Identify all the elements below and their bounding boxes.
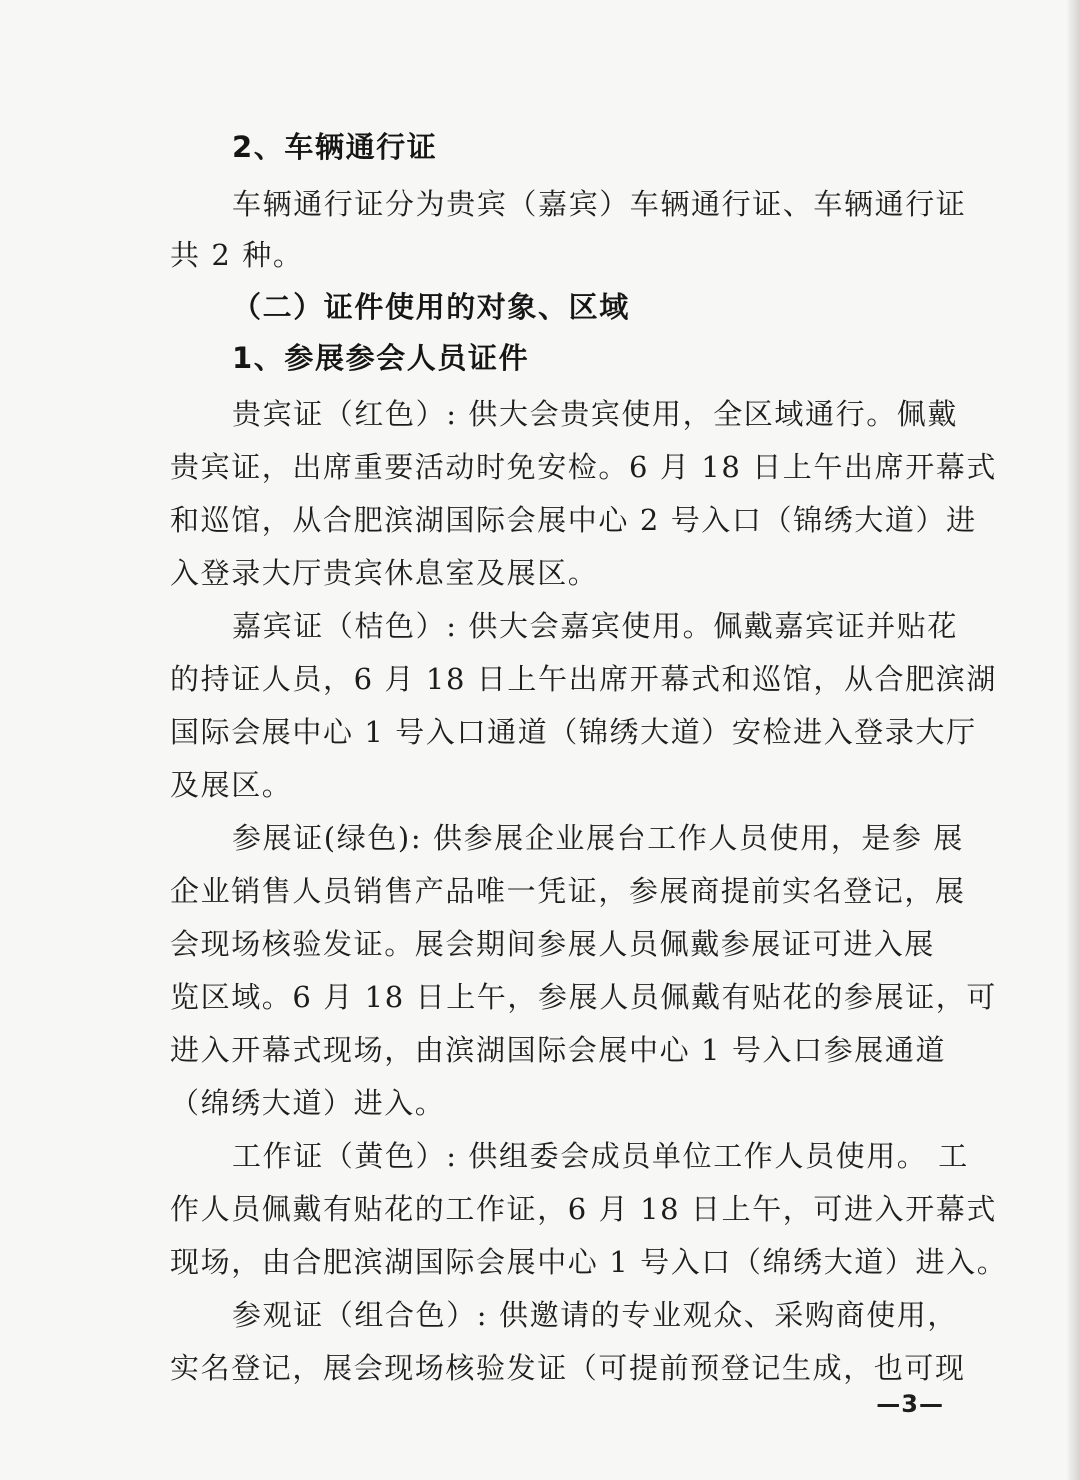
heading-participant-badges: 1、参展参会人员证件 bbox=[232, 341, 530, 375]
paragraph-line: 的持证人员，6 月 18 日上午出席开幕式和巡馆，从合肥滨湖 bbox=[170, 662, 998, 696]
paragraph-line: 参展证(绿色): 供参展企业展台工作人员使用，是参 展 bbox=[232, 821, 965, 855]
paragraph-line: 车辆通行证分为贵宾（嘉宾）车辆通行证、车辆通行证 bbox=[232, 187, 967, 221]
paragraph-line: 作人员佩戴有贴花的工作证，6 月 18 日上午，可进入开幕式 bbox=[170, 1192, 998, 1226]
page-number: —3— bbox=[876, 1390, 944, 1418]
paragraph-line: 实名登记，展会现场核验发证（可提前预登记生成，也可现 bbox=[170, 1351, 966, 1385]
paragraph-line: 入登录大厅贵宾休息室及展区。 bbox=[170, 556, 599, 590]
paragraph-line: 及展区。 bbox=[170, 768, 293, 802]
paragraph-line: 工作证（黄色）: 供组委会成员单位工作人员使用。 工 bbox=[232, 1139, 969, 1173]
paragraph-line: 贵宾证（红色）: 供大会贵宾使用，全区域通行。佩戴 bbox=[232, 397, 958, 431]
paragraph-line: 贵宾证，出席重要活动时免安检。6 月 18 日上午出席开幕式 bbox=[170, 450, 998, 484]
paragraph-line: 参观证（组合色）: 供邀请的专业观众、采购商使用， bbox=[232, 1298, 958, 1332]
paragraph-line: 和巡馆，从合肥滨湖国际会展中心 2 号入口（锦绣大道）进 bbox=[170, 503, 977, 537]
paragraph-line: （绵绣大道）进入。 bbox=[170, 1086, 446, 1120]
heading-vehicle-pass: 2、车辆通行证 bbox=[232, 130, 438, 164]
paragraph-line: 嘉宾证（桔色）: 供大会嘉宾使用。佩戴嘉宾证并贴花 bbox=[232, 609, 958, 643]
paragraph-line: 共 2 种。 bbox=[170, 238, 304, 272]
paragraph-line: 国际会展中心 1 号入口通道（锦绣大道）安检进入登录大厅 bbox=[170, 715, 977, 749]
paragraph-line: 进入开幕式现场，由滨湖国际会展中心 1 号入口参展通道 bbox=[170, 1033, 947, 1067]
paragraph-line: 现场，由合肥滨湖国际会展中心 1 号入口（绵绣大道）进入。 bbox=[170, 1245, 1008, 1279]
paragraph-line: 企业销售人员销售产品唯一凭证，参展商提前实名登记，展 bbox=[170, 874, 966, 908]
paragraph-line: 览区域。6 月 18 日上午，参展人员佩戴有贴花的参展证，可 bbox=[170, 980, 998, 1014]
heading-section-two: （二）证件使用的对象、区域 bbox=[232, 290, 630, 324]
paragraph-line: 会现场核验发证。展会期间参展人员佩戴参展证可进入展 bbox=[170, 927, 936, 961]
